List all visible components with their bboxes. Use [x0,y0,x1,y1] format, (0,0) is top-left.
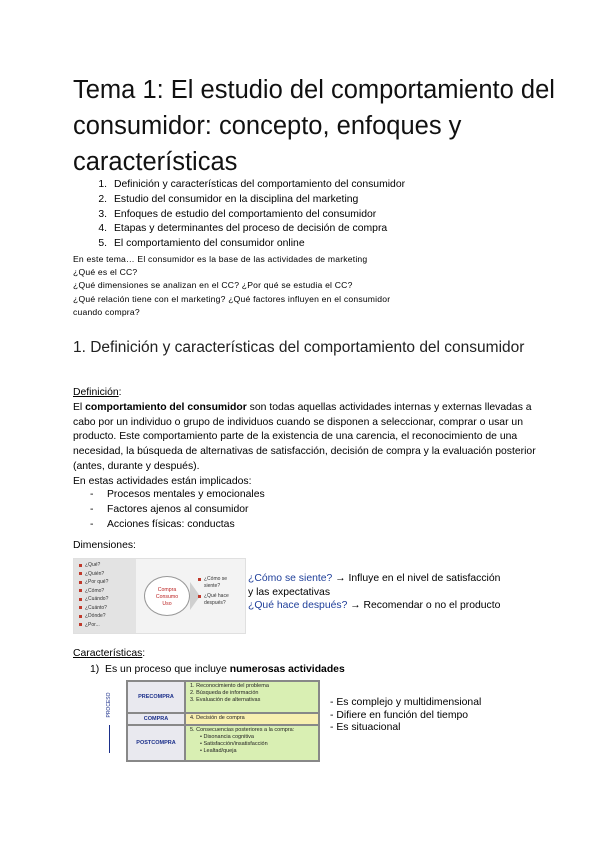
stage-items: 4. Decisión de compra [185,713,319,725]
process-notes [330,697,481,735]
intro-line: cuando compra? [73,306,140,317]
toc-item: 1. Definición y características del comportamiento del consumidor [98,179,406,190]
stage-items: 5. Consecuencias posteriores a la compra: • Disonancia cognitiva • Satisfacción/insatisfacción • Lealtad/queja [185,725,319,761]
definition-text: El comportamiento del consumidor son todas aquellas actividades internas y externas llevadas a cabo por un individuo o grupo de individuos cuando se disponen a seleccionar, comprar o usar un producto. Este comportamiento parte de la existencia de una carencia, el reconocimiento de una necesidad, la búsqueda de alternativas de satisfacción, decisión de compra y la evaluación posterior (antes, durante y después). [73,401,536,472]
intro-line: ¿Qué dimensiones se analizan en el CC? ¿Por qué se estudia el CC? [73,280,353,291]
intro-questions [73,253,390,319]
toc-item: 2. Estudio del consumidor en la disciplina del marketing [98,193,359,205]
activities-list [90,487,265,532]
characteristic-item: 1) Es un proceso que incluye numerosas actividades [90,664,345,675]
process-table [126,680,320,762]
table-of-contents [90,178,405,252]
dimensions-label: Dimensiones: [73,540,136,551]
toc-item: 4. Etapas y determinantes del proceso de decisión de compra [98,223,388,235]
dimensions-diagram [73,558,246,634]
activities-intro: En estas actividades están implicados: [73,475,252,487]
intro-line: En este tema… El consumidor es la base de las actividades de marketing [73,254,368,264]
stage-postcompra: POSTCOMPRA [127,725,185,761]
intro-line: ¿Qué es el CC? [73,267,138,278]
list-item: - Acciones físicas: conductas [90,519,235,530]
intro-line: ¿Qué relación tiene con el marketing? ¿Qué factores influyen en el consumidor [73,293,391,304]
stage-compra: COMPRA [127,713,185,725]
list-item: - Es situacional [330,722,401,734]
stage-precompra: PRECOMPRA [127,681,185,713]
process-diagram [101,680,320,762]
diagram-center: Compra Consumo Uso [144,576,190,616]
toc-item: 3. Enfoques de estudio del comportamiento del consumidor [98,208,377,220]
page-title: Tema 1: El estudio del comportamiento del consumidor: concepto, enfoques y características [73,76,555,176]
question-how-feel: ¿Cómo se siente? [248,573,333,584]
dimensions-explanation: ¿Cómo se siente? → Influye en el nivel de satisfacción y las expectativas ¿Qué hace después? → Recomendar o no el producto [248,573,501,611]
characteristics-label: Características: [73,648,146,659]
definition-label: Definición [73,387,119,398]
stage-items: 1. Reconocimiento del problema 2. Búsqueda de información 3. Evaluación de alternativas [185,681,319,713]
definition-block: Definición: El comportamiento del consumidor son todas aquellas actividades internas y externas llevadas a cabo por un individuo o grupo de individuos cuando se disponen a seleccionar, comprar o usar un producto. Este comportamiento parte de la existencia de una carencia, el reconocimiento de una necesidad, la búsqueda de alternativas de satisfacción, decisión de compra y la evaluación posterior (antes, durante y después). En estas actividades están implicados: [73,386,543,490]
diagram-questions: ¿Qué? ¿Quién? ¿Por qué? ¿Cómo? ¿Cuándo? ¿Cuánto? ¿Dónde? ¿Por... [74,559,136,633]
list-item: - Procesos mentales y emocionales [90,489,265,500]
toc-item: 5. El comportamiento del consumidor online [98,238,305,250]
list-item: - Difiere en función del tiempo [330,709,469,721]
question-after: ¿Qué hace después? [248,600,348,611]
list-item: - Factores ajenos al consumidor [90,504,249,515]
process-side-label: PROCESO [101,680,119,762]
section-heading: 1. Definición y características del comportamiento del consumidor [73,339,525,356]
diagram-after: ¿Cómo se siente? ¿Qué hace después? [198,576,242,607]
list-item: - Es complejo y multidimensional [330,697,482,708]
